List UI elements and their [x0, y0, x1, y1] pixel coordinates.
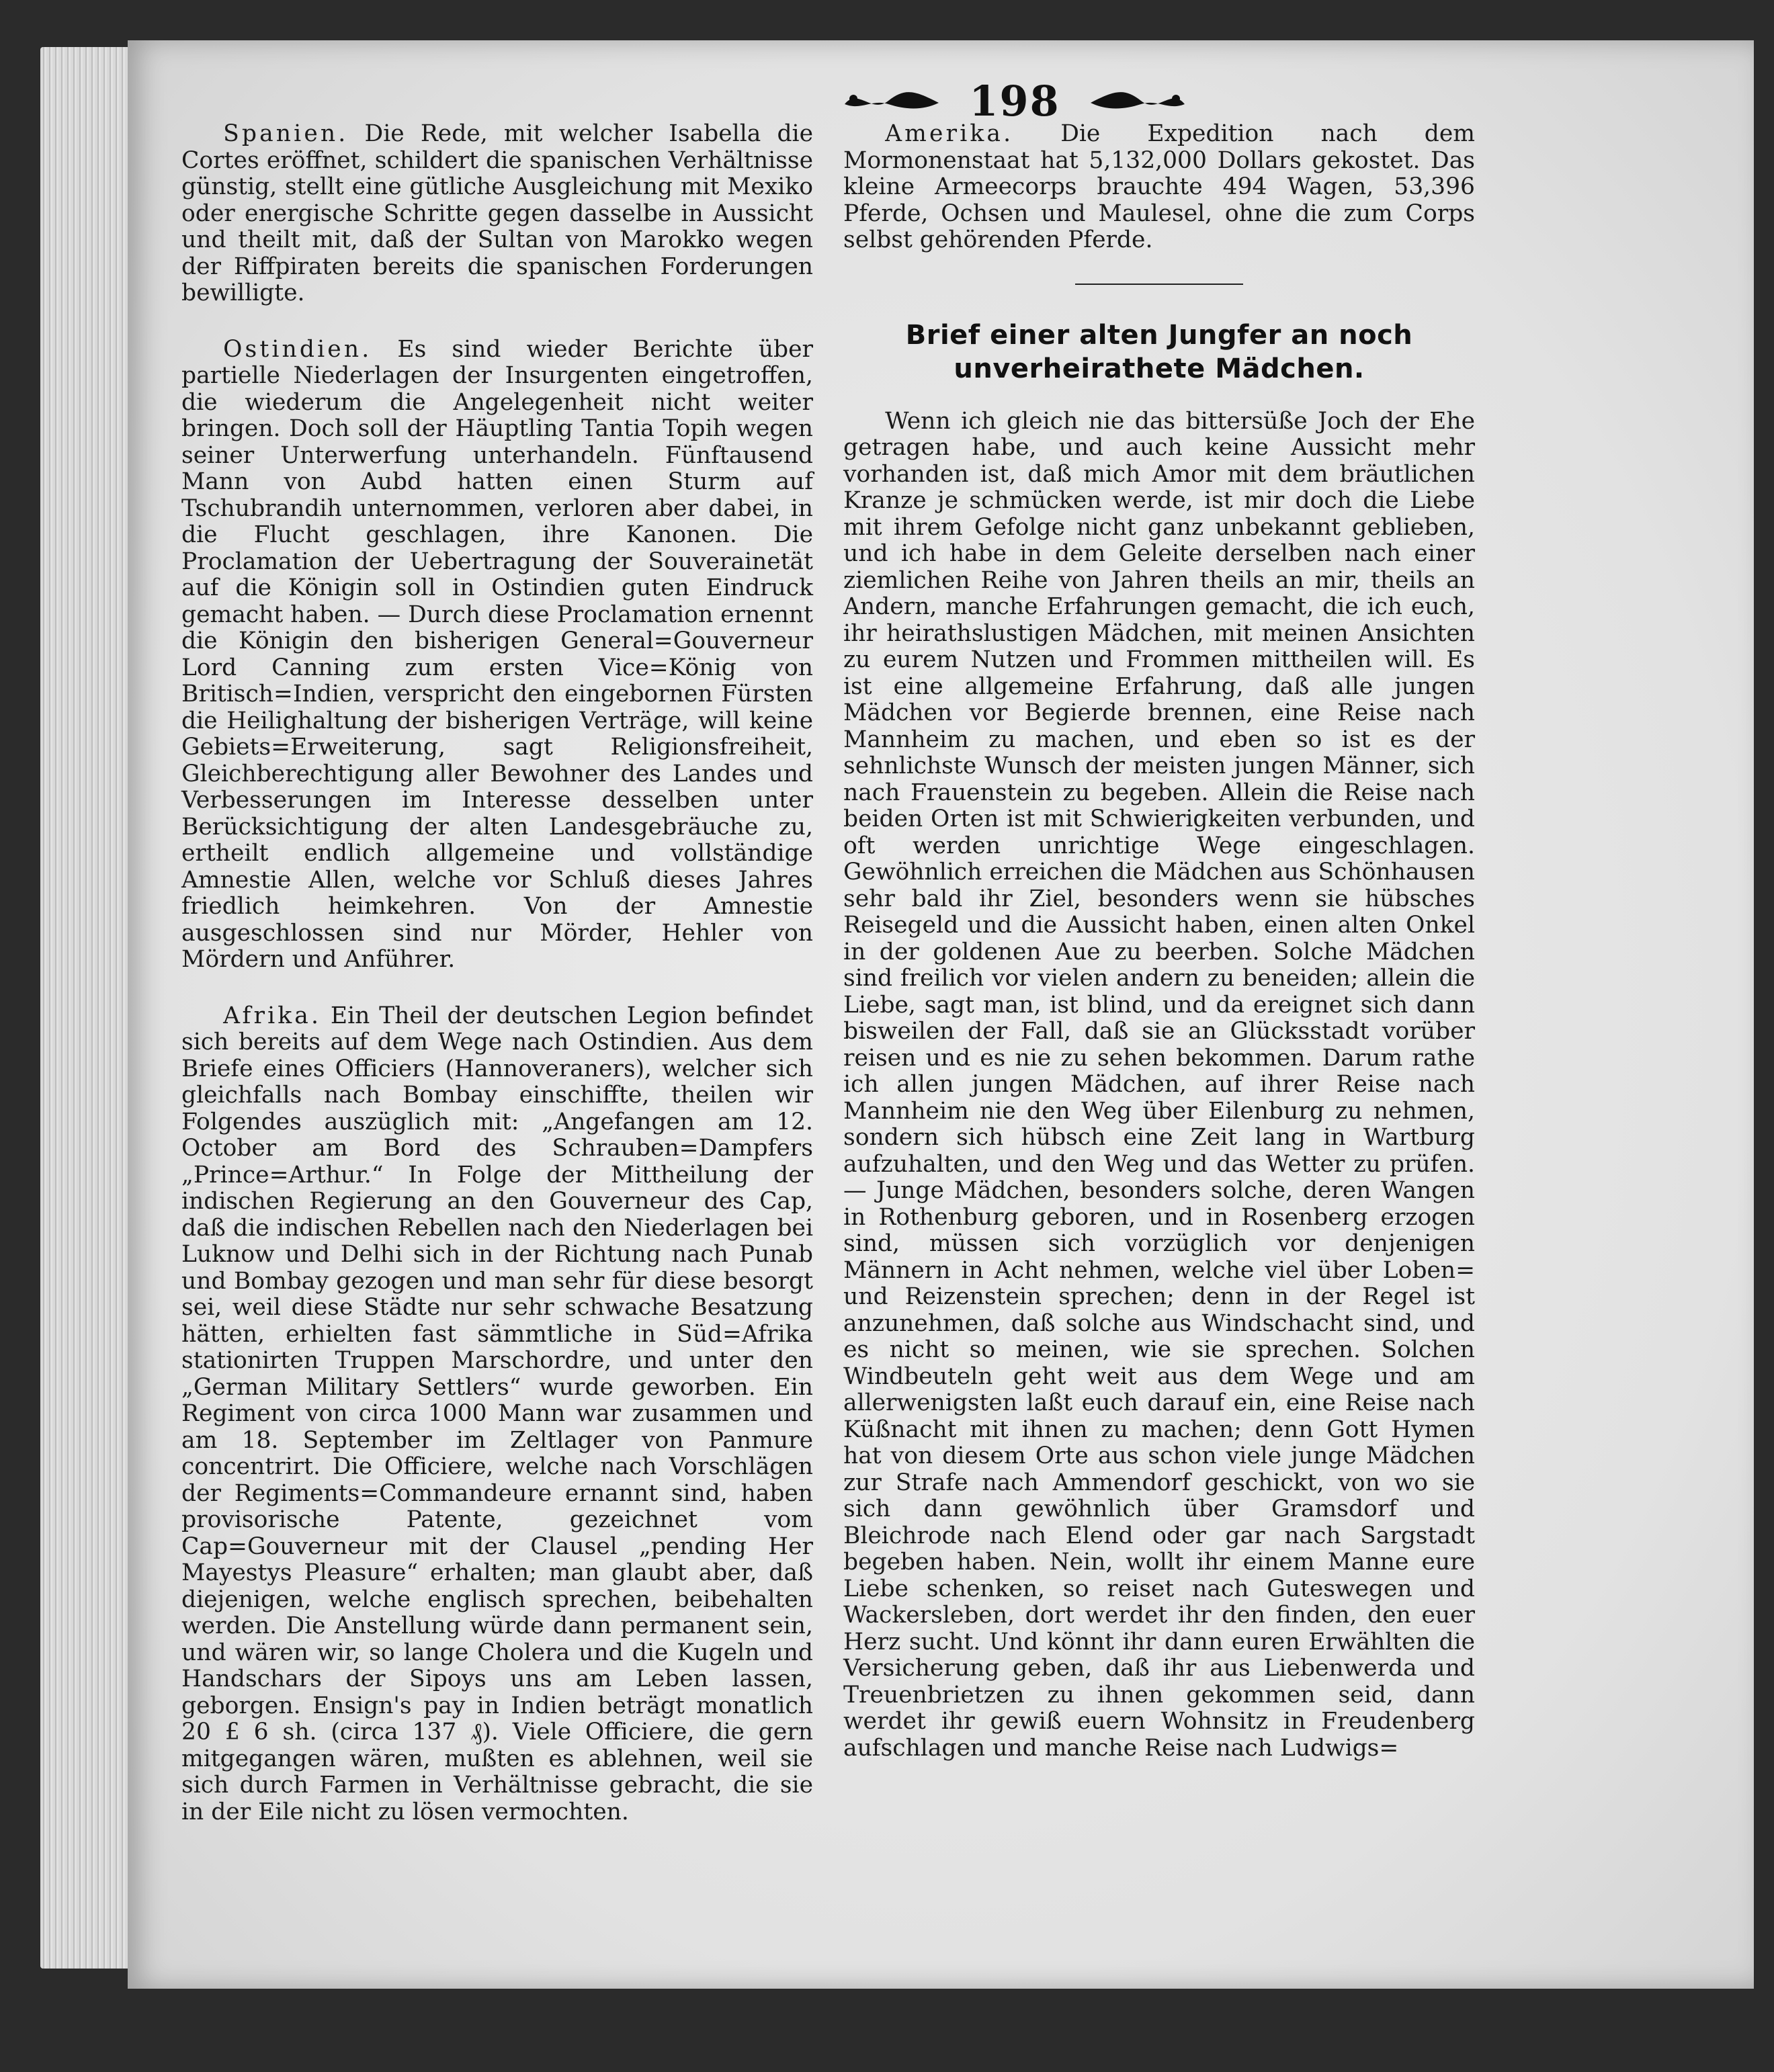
news-item-africa — [181, 1003, 813, 1826]
section-divider — [1075, 284, 1243, 285]
news-item-east-india — [181, 337, 813, 974]
news-lead: Spanien. — [223, 120, 349, 147]
news-text: Die Expedition nach dem Mormonenstaat hat 5,132,000 Dollars gekostet. Das kleine Armeecorps brauchte 494 Wagen, 53,396 Pferde, Ochsen und Maulesel, ohne die zum Corps selbst gehörenden Pferde. — [843, 120, 1475, 253]
left-column — [181, 121, 813, 1855]
news-text: Die Rede, mit welcher Isabella die Cortes eröffnet, schildert die spanischen Verhältnisse günstig, stellt eine gütliche Ausgleichung mit Mexiko oder energische Schritte gegen dasselbe in Aussicht und theilt mit, daß der Sultan von Marokko wegen der Riffpiraten bereits die spanischen Forderungen bewilligte. — [181, 120, 814, 306]
news-text: Ein Theil der deutschen Legion befindet sich bereits auf dem Wege nach Ostindien. Aus dem Briefe eines Officiers (Hannoveraners), welcher sich gleichfalls nach Bombay einschiffte, theilen wir Folgendes auszüglich mit: „Angefangen am 12. October am Bord des Schrauben=Dampfers „Prince=Arthur.“ In Folge der Mittheilung der indischen Regierung an den Gouverneur des Cap, daß die indischen Rebellen nach den Niederlagen bei Luknow und Delhi sich in der Richtung nach Punab und Bombay gezogen und man sehr für diese besorgt sei, weil diese Städte nur sehr schwache Besatzung hätten, erhielten fast sämmtliche in Süd=Afrika stationirten Truppen Marschordre, und unter den „German Military Settlers“ wurde geworben. Ein Regiment von circa 1000 Mann war zusammen und am 18. September im Zeltlager von Panmure concentrirt. Die Officiere, welche nach Vorschlägen der Regiments=Commandeure ernannt sind, haben provisorische Patente, gezeichnet vom Cap=Gouverneur mit der Clausel „pending Her Mayestys Pleasure“ erhalten; man glaubt aber, daß diejenigen, welche englisch sprechen, beibehalten werden. Die Anstellung würde dann permanent sein, und wären wir, so lange Cholera und die Kugeln und Handschars der Sipoys uns am Leben lassen, geborgen. Ensign's pay in Indien beträgt monatlich 20 £ 6 sh. (circa 137 ₰). Viele Officiere, die gern mitgegangen wären, mußten es ablehnen, weil sie sich durch Farmen in Verhältnisse gebracht, die sie in der Eile nicht zu lösen vermochten. — [181, 1002, 814, 1825]
news-text: Es sind wieder Berichte über partielle Niederlagen der Insurgenten eingetroffen, die wiederum die Angelegenheit nicht weiter bringen. Doch soll der Häuptling Tantia Topih wegen seiner Unterwerfung unterhandeln. Fünftausend Mann von Aubd hatten einen Sturm auf Tschubrandih unternommen, verloren aber dabei, in die Flucht geschlagen, ihre Kanonen. Die Proclamation der Uebertragung der Souverainetät auf die Königin soll in Ostindien guten Eindruck gemacht haben. — Durch diese Proclamation ernennt die Königin den bisherigen General=Gouverneur Lord Canning zum ersten Vice=König von Britisch=Indien, verspricht den eingebornen Fürsten die Heilighaltung der bisherigen Verträge, will keine Gebiets=Erweiterung, sagt Religionsfreiheit, Gleichberechtigung aller Bewohner des Landes und Verbesserungen im Interesse desselben unter Berücksichtigung der alten Landesgebräuche zu, ertheilt endlich allgemeine und vollständige Amnestie Allen, welche vor Schluß dieses Jahres friedlich heimkehren. Von der Amnestie ausgeschlossen sind nur Mörder, Hehler von Mördern und Anführer. — [181, 335, 814, 973]
news-lead: Ostindien. — [223, 335, 372, 363]
page-edges — [40, 47, 141, 1969]
page-number: 198 — [969, 76, 1060, 126]
article-body: Wenn ich gleich nie das bittersüße Joch der Ehe getragen habe, und auch keine Aussicht mehr vorhanden ist, daß mich Amor mit dem bräutlichen Kranze je schmücken werde, ist mir doch die Liebe mit ihrem Gefolge nicht ganz unbekannt geblieben, und ich habe in dem Geleite derselben nach einer ziemlichen Reihe von Jahren theils an mir, theils an Andern, manche Erfahrungen gemacht, die ich euch, ihr heirathslustigen Mädchen, mit meinen Ansichten zu eurem Nutzen und Frommen mittheilen will. Es ist eine allgemeine Erfahrung, daß alle jungen Mädchen vor Begierde brennen, eine Reise nach Mannheim zu machen, und eben so ist es der sehnlichste Wunsch der meisten jungen Männer, sich nach Frauenstein zu begeben. Allein die Reise nach beiden Orten ist mit Schwierigkeiten verbunden, und oft werden unrichtige Wege eingeschlagen. Gewöhnlich erreichen die Mädchen aus Schönhausen sehr bald ihr Ziel, besonders wenn sie hübsches Reisegeld und die Aussicht haben, einen alten Onkel in der goldenen Aue zu beerben. Solche Mädchen sind freilich vor vielen andern zu beneiden; allein die Liebe, sagt man, ist blind, und da ereignet sich dann bisweilen der Fall, daß sie an Glücksstadt vorüber reisen und es nie zu sehen bekommen. Darum rathe ich allen jungen Mädchen, auf ihrer Reise nach Mannheim nie den Weg über Eilenburg zu nehmen, sondern sich hübsch eine Zeit lang in Wartburg aufzuhalten, und den Weg und das Wetter zu prüfen. — Junge Mädchen, besonders solche, deren Wangen in Rothenburg geboren, und in Rosenberg erzogen sind, müssen sich vorzüglich vor denjenigen Männern in Acht nehmen, welche viel über Loben= und Reizenstein sprechen; denn in der Regel ist anzunehmen, daß solche aus Windschacht sind, und es nicht so meinen, wie sie sprechen. Solchen Windbeuteln geht weit aus dem Wege und am allerwenigsten laßt euch darauf ein, eine Reise nach Küßnacht mit ihnen zu machen; denn Gott Hymen hat von diesem Orte aus schon viele junge Mädchen zur Strafe nach Ammendorf geschickt, von wo sie sich dann gewöhnlich über Gramsdorf und Bleichrode nach Elend oder gar nach Sargstadt begeben haben. Nein, wollt ihr einem Manne eure Liebe schenken, so reiset nach Guteswegen und Wackersleben, dort werdet ihr den finden, den euer Herz sucht. Und könnt ihr dann euren Erwählten die Versicherung geben, daß ihr aus Liebenwerda und Treuenbrietzen zu ihnen gekommen seid, dann werdet ihr gewiß euern Wohnsitz in Freudenberg aufschlagen und manche Reise nach Ludwigs= — [843, 407, 1475, 1762]
article-title: Brief einer alten Jungfer an noch unverheirathete Mädchen. — [905, 319, 1413, 384]
scroll-ornament-left-icon — [841, 84, 942, 118]
news-item-america — [843, 121, 1475, 254]
news-item-spain — [181, 121, 813, 307]
scroll-ornament-right-icon — [1087, 84, 1188, 118]
right-column — [843, 121, 1475, 1791]
news-lead: Afrika. — [223, 1002, 322, 1029]
news-lead: Amerika. — [885, 120, 1014, 147]
